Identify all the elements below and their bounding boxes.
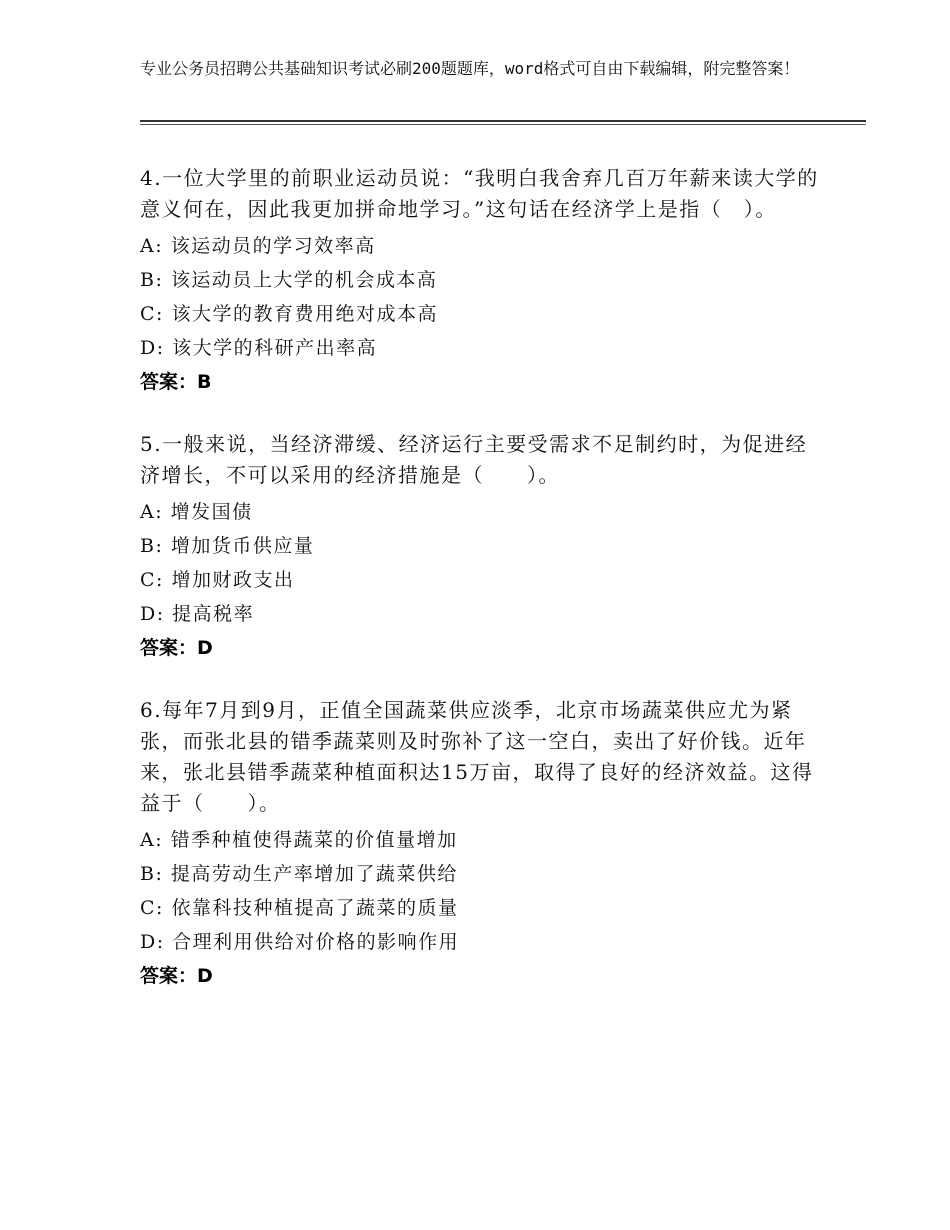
option-c: C: 依靠科技种植提高了蔬菜的质量: [140, 897, 459, 919]
page-header: 专业公务员招聘公共基础知识考试必刷200题题库，word格式可自由下载编辑，附完整答案！: [140, 59, 800, 78]
question-list: [140, 163, 820, 1023]
option-d: D: 合理利用供给对价格的影响作用: [140, 931, 460, 953]
question-stem: 5.一般来说，当经济滞缓、经济运行主要受需求不足制约时，为促进经济增长，不可以采用的经济措施是（ ）。: [140, 432, 808, 487]
answer-label: 答案：B: [140, 371, 212, 393]
option-d: D: 该大学的科研产出率高: [140, 337, 378, 359]
question-stem: 6.每年7月到9月，正值全国蔬菜供应淡季，北京市场蔬菜供应尤为紧张，而张北县的错季蔬菜则及时弥补了这一空白，卖出了好价钱。近年来，张北县错季蔬菜种植面积达15万亩，取得了良好的经济效益。这得益于（ ）。: [140, 698, 814, 815]
header-divider-thick: [140, 120, 866, 122]
question-stem: 4.一位大学里的前职业运动员说：“我明白我舍弃几百万年薪来读大学的意义何在，因此我更加拼命地学习。”这句话在经济学上是指（ ）。: [140, 166, 819, 221]
option-b: B: 提高劳动生产率增加了蔬菜供给: [140, 863, 458, 885]
option-c: C: 该大学的教育费用绝对成本高: [140, 303, 438, 325]
header-divider: [140, 120, 866, 126]
option-b: B: 该运动员上大学的机会成本高: [140, 269, 438, 291]
answer-label: 答案：D: [140, 637, 213, 659]
header-divider-thin: [140, 124, 866, 125]
option-a: A: 增发国债: [140, 501, 253, 523]
option-a: A: 该运动员的学习效率高: [140, 235, 376, 257]
option-a: A: 错季种植使得蔬菜的价值量增加: [140, 829, 458, 851]
answer-label: 答案：D: [140, 965, 213, 987]
question-5: [140, 429, 820, 665]
option-d: D: 提高税率: [140, 603, 255, 625]
option-b: B: 增加货币供应量: [140, 535, 315, 557]
question-4: [140, 163, 820, 399]
option-c: C: 增加财政支出: [140, 569, 295, 591]
question-6: [140, 695, 820, 993]
